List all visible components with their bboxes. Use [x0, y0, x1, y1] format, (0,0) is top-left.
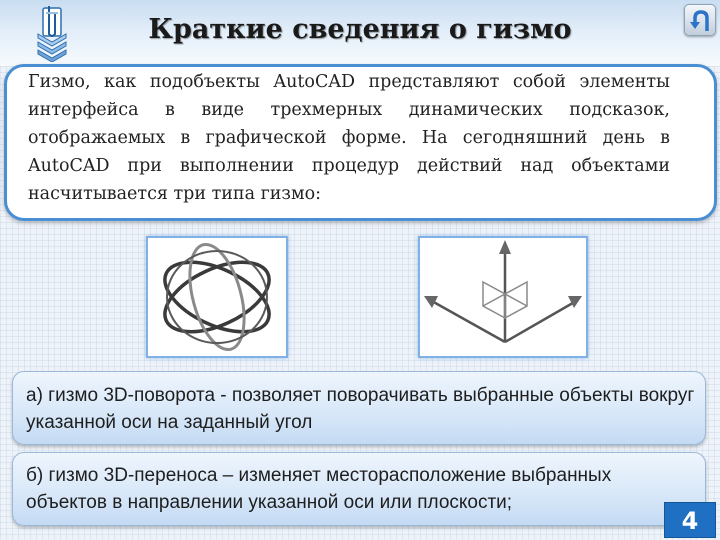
page-title: Краткие сведения о гизмо: [148, 14, 572, 45]
rotate-gizmo-image: [146, 236, 288, 358]
u-turn-back-arrow-icon: [690, 9, 712, 33]
move-gizmo-image: [418, 236, 588, 358]
page-number-badge: 4: [664, 502, 716, 538]
rotate-gizmo-description: а) гизмо 3D-поворота - позволяет поворачивать выбранные объекты вокруг указанной оси на заданный угол: [26, 385, 695, 433]
move-gizmo-description: б) гизмо 3D-переноса – изменяет месторасположение выбранных объектов в направлении указанной оси или плоскости;: [26, 465, 612, 513]
back-button[interactable]: [684, 4, 716, 36]
intro-text: Гизмо, как подобъекты AutoCAD представляют собой элементы интерфейса в виде трехмерных динамических подсказок, отображаемых в графической форме. На сегодняшний день в AutoCAD при выполнении процедур действий над объектами насчитывается три типа гизмо:: [28, 72, 670, 204]
